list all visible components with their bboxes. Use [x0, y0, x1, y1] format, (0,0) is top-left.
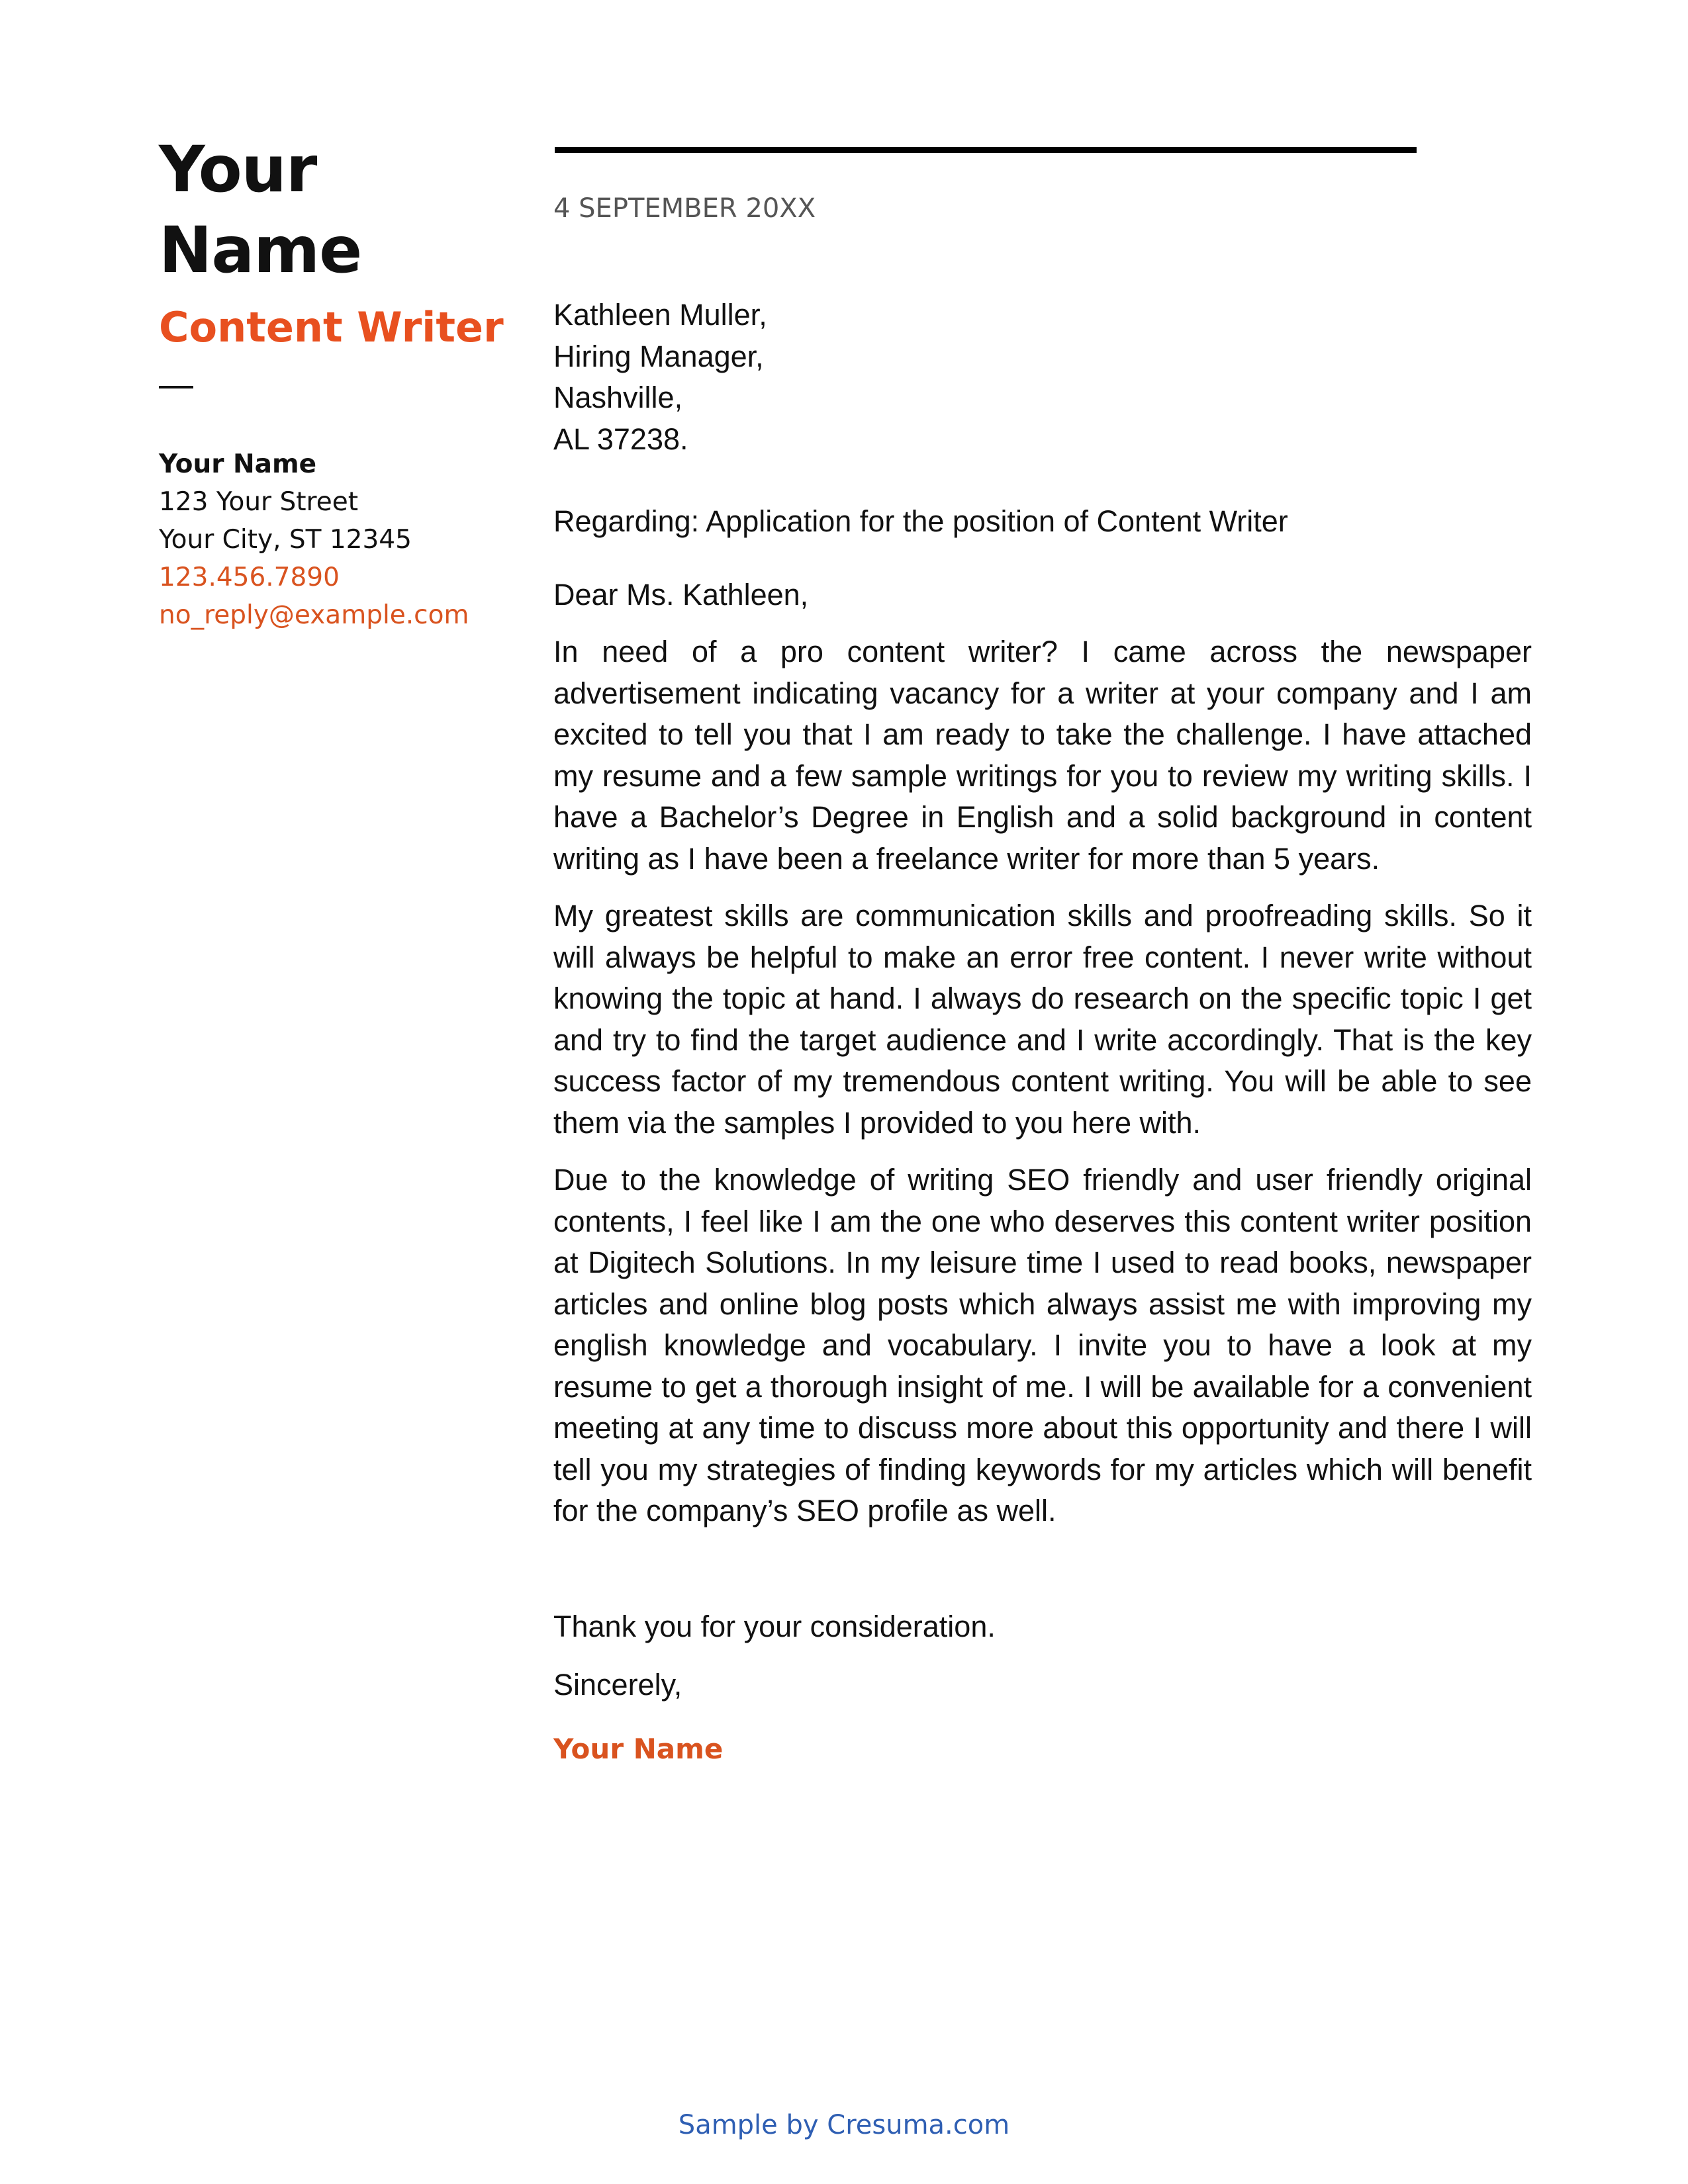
job-title: Content Writer [159, 303, 504, 351]
divider-dash [159, 386, 193, 388]
recipient-line: Nashville, [553, 381, 683, 414]
recipient-line: Hiring Manager, [553, 339, 764, 373]
contact-street: 123 Your Street [159, 487, 358, 517]
recipient-line: AL 37238. [553, 422, 688, 456]
body-paragraph: In need of a pro content writer? I came across the newspaper advertisement indicating vacancy for a writer at your company and I am excited to tell you that I am ready to take the challenge. I have attached my resume and a few sample writings for you to review my writing skills. I have a Bachelor’s Degree in English and a solid background in content writing as I have been a freelance writer for more than 5 years. [553, 635, 1532, 876]
body-paragraph: My greatest skills are communication skills and proofreading skills. So it will always be helpful to make an error free content. I never write without knowing the topic at hand. I always do research on the specific topic I get and try to find the target audience and I write accordingly. That is the key success factor of my tremendous content writing. You will be able to see them via the samples I provided to you here with. [553, 899, 1532, 1140]
signature-name: Your Name [553, 1732, 724, 1765]
name-first-line: Your [159, 132, 317, 206]
contact-name: Your Name [159, 449, 317, 479]
thanks-line: Thank you for your consideration. [553, 1609, 996, 1643]
header-rule [555, 147, 1417, 153]
subject-line: Regarding: Application for the position of Content Writer [553, 504, 1288, 538]
closing: Sincerely, [553, 1668, 682, 1702]
letter-body [553, 295, 1532, 1770]
recipient-address [553, 295, 1532, 460]
contact-block [159, 445, 530, 634]
contact-email[interactable]: no_reply@example.com [159, 600, 469, 630]
body-paragraph: Due to the knowledge of writing SEO friendly and user friendly original contents, I feel like I am the one who deserves this content writer position at Digitech Solutions. In my leisure time I used to read books, newspaper articles and online blog posts which always assist me with improving my english knowledge and vocabulary. I invite you to have a look at my resume to get a thorough insight of me. I will be available for a convenient meeting at any time to discuss more about this opportunity and there I will tell you my strategies of finding keywords for my articles which will benefit for the company’s SEO profile as well. [553, 1163, 1532, 1527]
recipient-line: Kathleen Muller, [553, 298, 767, 332]
footer-credit[interactable]: Sample by Cresuma.com [678, 2110, 1010, 2140]
name-second-line: Name [159, 213, 362, 287]
contact-phone[interactable]: 123.456.7890 [159, 563, 340, 592]
sidebar [159, 129, 530, 634]
letter-date: 4 SEPTEMBER 20XX [553, 193, 816, 224]
salutation: Dear Ms. Kathleen, [553, 577, 809, 612]
contact-city: Your City, ST 12345 [159, 525, 412, 555]
